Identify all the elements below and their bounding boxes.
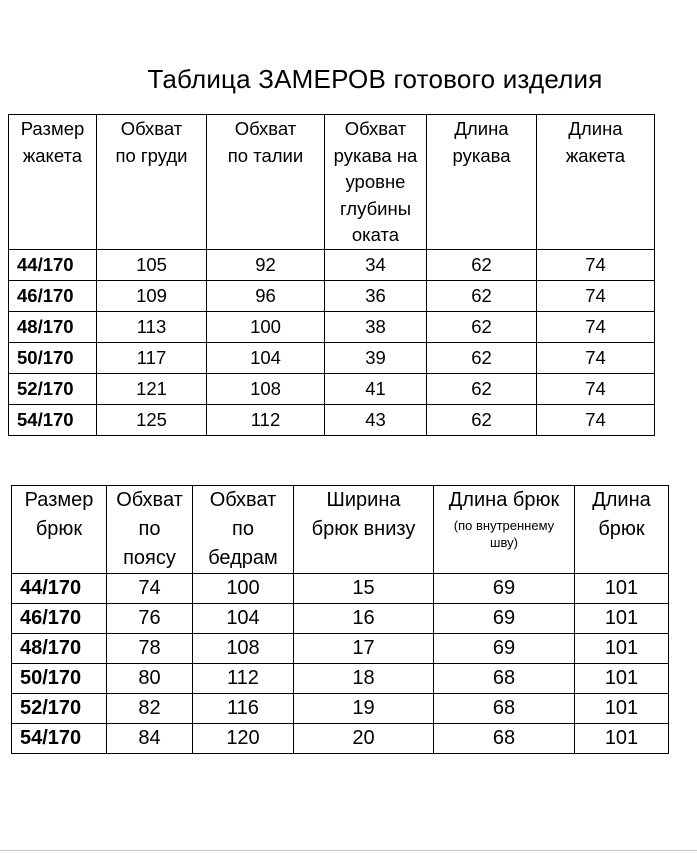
table-cell: 84 [107,724,193,754]
jacket-measurements-table [8,114,655,436]
table-cell: 78 [107,634,193,664]
table-cell: 76 [107,604,193,634]
header-jacket-length: Длина жакета [537,115,655,250]
header-sleeve-girth: Обхват рукава на уровне глубины оката [325,115,427,250]
table-cell: 36 [325,280,427,311]
header-sleeve-length: Длина рукава [427,115,537,250]
table-cell: 74 [107,574,193,604]
table-cell: 62 [427,342,537,373]
table-cell: 101 [575,634,669,664]
table-cell: 69 [434,634,575,664]
size-cell: 50/170 [12,664,107,694]
table-cell: 121 [97,373,207,404]
table-row [12,664,669,694]
size-cell: 52/170 [12,694,107,724]
table-row [9,311,655,342]
page-title: Таблица ЗАМЕРОВ готового изделия [147,64,603,94]
table-row [12,694,669,724]
header-waist-girth: Обхват по талии [207,115,325,250]
table-row [12,724,669,754]
table-cell: 16 [294,604,434,634]
table-row [9,280,655,311]
size-cell: 54/170 [12,724,107,754]
table-cell: 109 [97,280,207,311]
page-divider [0,850,697,851]
table-row [12,604,669,634]
header-waist-girth: Обхват по поясу [107,486,193,574]
size-cell: 48/170 [12,634,107,664]
table-cell: 17 [294,634,434,664]
table-cell: 101 [575,604,669,634]
table-cell: 18 [294,664,434,694]
table-cell: 74 [537,249,655,280]
table-cell: 101 [575,574,669,604]
header-pants-size: Размер брюк [12,486,107,574]
size-cell: 44/170 [9,249,97,280]
table-row [12,574,669,604]
table-cell: 113 [97,311,207,342]
table-cell: 68 [434,664,575,694]
table-cell: 116 [193,694,294,724]
table-cell: 74 [537,404,655,435]
inseam-note: (по внутреннему шву) [453,518,555,550]
table-cell: 20 [294,724,434,754]
table-cell: 100 [207,311,325,342]
table-row [9,342,655,373]
table-cell: 100 [193,574,294,604]
table-cell: 104 [193,604,294,634]
table-cell: 101 [575,664,669,694]
table-cell: 69 [434,574,575,604]
table-cell: 62 [427,404,537,435]
table-cell: 92 [207,249,325,280]
table-header-row [12,486,669,574]
size-cell: 48/170 [9,311,97,342]
table-cell: 112 [207,404,325,435]
table-cell: 74 [537,280,655,311]
table-cell: 74 [537,342,655,373]
table-cell: 105 [97,249,207,280]
table-cell: 34 [325,249,427,280]
table-cell: 80 [107,664,193,694]
table-row [9,404,655,435]
table-cell: 68 [434,694,575,724]
table-cell: 41 [325,373,427,404]
table-cell: 43 [325,404,427,435]
table-cell: 82 [107,694,193,724]
pants-measurements-table [11,485,669,754]
table-cell: 74 [537,311,655,342]
table-row [9,249,655,280]
table-cell: 117 [97,342,207,373]
table-cell: 62 [427,249,537,280]
table-cell: 69 [434,604,575,634]
header-inseam-length: Длина брюк (по внутреннему шву) [434,486,575,574]
header-hem-width: Ширина брюк внизу [294,486,434,574]
header-chest-girth: Обхват по груди [97,115,207,250]
table-row [12,634,669,664]
size-cell: 52/170 [9,373,97,404]
table-row [9,373,655,404]
table-header-row [9,115,655,250]
table-cell: 125 [97,404,207,435]
table-cell: 39 [325,342,427,373]
table-cell: 74 [537,373,655,404]
table-cell: 19 [294,694,434,724]
size-cell: 44/170 [12,574,107,604]
table-cell: 62 [427,373,537,404]
table-cell: 108 [207,373,325,404]
table-cell: 112 [193,664,294,694]
header-jacket-size: Размер жакета [9,115,97,250]
table-cell: 108 [193,634,294,664]
table-cell: 15 [294,574,434,604]
table-cell: 104 [207,342,325,373]
table-cell: 101 [575,724,669,754]
size-cell: 54/170 [9,404,97,435]
size-cell: 46/170 [12,604,107,634]
table-cell: 96 [207,280,325,311]
table-cell: 68 [434,724,575,754]
table-cell: 38 [325,311,427,342]
table-cell: 62 [427,280,537,311]
table-cell: 62 [427,311,537,342]
table-cell: 101 [575,694,669,724]
size-cell: 46/170 [9,280,97,311]
size-cell: 50/170 [9,342,97,373]
header-pants-length: Длина брюк [575,486,669,574]
table-cell: 120 [193,724,294,754]
header-hip-girth: Обхват по бедрам [193,486,294,574]
